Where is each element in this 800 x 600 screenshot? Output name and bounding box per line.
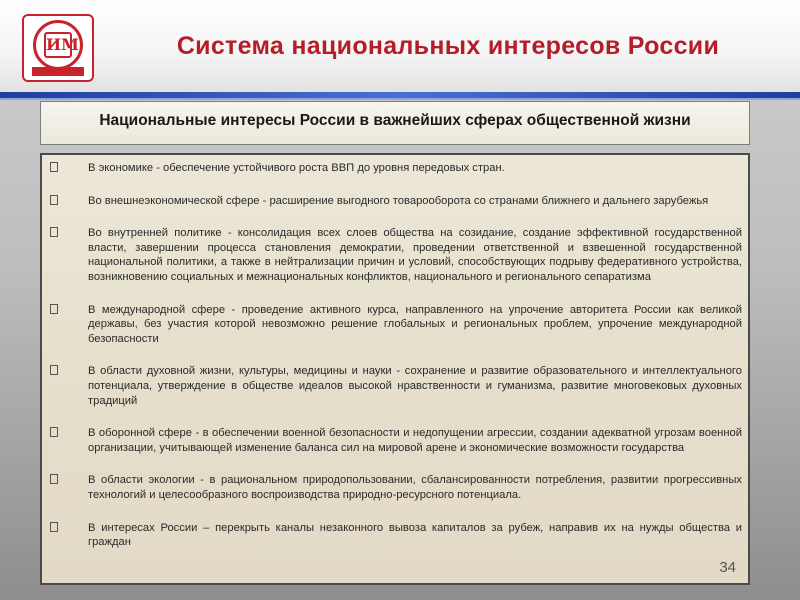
interests-list [42, 161, 748, 568]
bullet-icon [50, 474, 58, 484]
list-item [42, 303, 748, 347]
logo-ribbon [32, 67, 84, 76]
list-item [42, 426, 748, 455]
bullet-icon [50, 522, 58, 532]
bullet-icon [50, 227, 58, 237]
bullet-icon [50, 365, 58, 375]
content-box [40, 153, 750, 585]
header [0, 0, 800, 92]
list-item-text: В интересах России – перекрыть каналы незаконного вывоза капиталов за рубеж, направив их на нужды общества и граждан [88, 521, 742, 549]
header-divider-highlight [0, 98, 800, 100]
list-item [42, 194, 748, 209]
university-logo [22, 14, 94, 82]
list-item-text: В оборонной сфере - в обеспечении военной безопасности и недопущении агрессии, создании адекватной угрозам военной организации, учитывающей изменение баланса сил на мировой арене и экономические возможности государства [88, 427, 742, 454]
bullet-icon [50, 162, 58, 172]
list-item-text: В экономике - обеспечение устойчивого роста ВВП до уровня передовых стран. [88, 162, 505, 174]
subtitle: Национальные интересы России в важнейших сферах общественной жизни [99, 112, 691, 129]
list-item [42, 161, 748, 176]
subtitle-box [40, 101, 750, 145]
bullet-icon [50, 427, 58, 437]
logo-monogram: ИМ [44, 32, 72, 58]
list-item-text: Во внутренней политике - консолидация всех слоев общества на созидание, создание эффективной государственной власти, завершении процесса становления демократии, проведении ответственной и взвешенной государственной национальной политики, а также в нейтрализации причин и условий, способствующих подрыву федеративного устройства, возникновению социальных и межнациональных конфликтов, национального и регионального сепаратизма [88, 227, 742, 283]
list-item-text: В международной сфере - проведение активного курса, направленного на упрочение авторитета России как великой державы, без участия которой невозможно решение глобальных и региональных проблем, упрочение международной безопасности [88, 303, 742, 345]
logo-emblem-icon [33, 20, 83, 70]
bullet-icon [50, 304, 58, 314]
list-item [42, 226, 748, 284]
list-item [42, 473, 748, 502]
page-number: 34 [719, 559, 736, 576]
list-item-text: В области экологии - в рациональном природопользовании, сбалансированности потребления, развитии прогрессивных технологий и целесообразного воспроизводства природно-ресурсного потенциала. [88, 474, 742, 501]
list-item-text: Во внешнеэкономической сфере - расширение выгодного товарооборота со странами ближнего и дальнего зарубежья [88, 194, 709, 207]
list-item [42, 364, 748, 408]
list-item [42, 521, 748, 550]
list-item-text: В области духовной жизни, культуры, медицины и науки - сохранение и развитие образовательного и интеллектуального потенциала, утверждение в обществе идеалов высокой нравственности и гуманизма, развитие многовековых духовных традиций [88, 365, 742, 407]
bullet-icon [50, 195, 58, 205]
page-title: Система национальных интересов России [176, 32, 720, 60]
